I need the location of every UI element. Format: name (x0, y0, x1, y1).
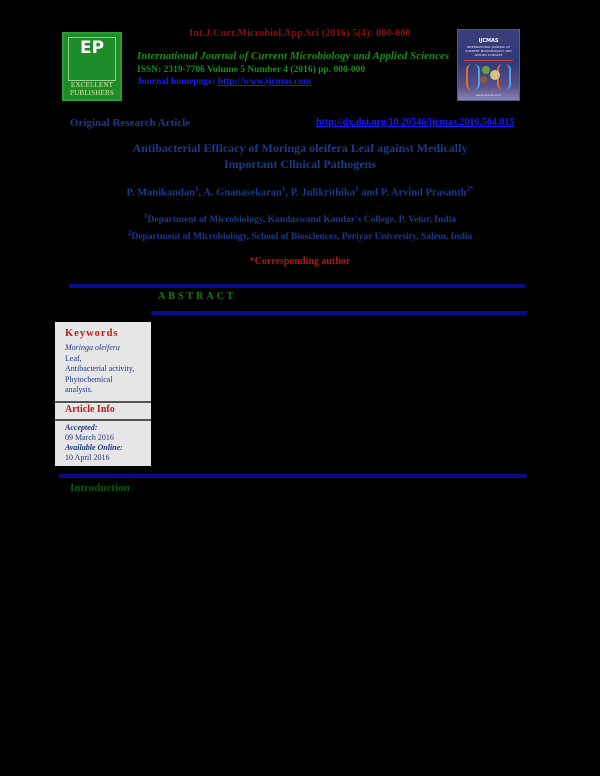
logo-line1: EXCELLENT (70, 81, 114, 89)
affiliation-2 (0, 229, 600, 242)
issn-line: ISSN: 2319-7706 Volume 5 Number 4 (2016) pp. 000-000 (137, 65, 366, 75)
author-and: and (358, 187, 381, 199)
author-separator: , (198, 187, 204, 199)
homepage-label: Journal homepage: (137, 77, 218, 87)
box-divider (55, 401, 151, 403)
article-type: Original Research Article (70, 117, 191, 129)
doi-link[interactable]: http://dx.doi.org/10.20546/ijcmas.2016.504.015 (316, 117, 515, 128)
cover-divider (464, 60, 513, 61)
homepage-link[interactable]: http://www.ijcmas.com (217, 77, 312, 87)
author-affil-mark: 2* (466, 185, 474, 193)
author-name: P. Julikrithika (290, 187, 356, 199)
cell-icon (490, 70, 500, 80)
citation-header: Int.J.Curr.Microbiol.App.Sci (2016) 5(4): 000-000 (189, 28, 411, 39)
keyword-item: Leaf, (65, 353, 82, 363)
keywords-article-info-box (55, 322, 151, 466)
cover-subtitle: INTERNATIONAL JOURNAL OF CURRENT MICROBIOLOGY AND APPLIED SCIENCES (465, 45, 512, 57)
affiliation-mark: 2 (127, 229, 132, 237)
available-online-label: Available Online: (65, 443, 123, 452)
author-affil-mark: 1 (195, 185, 199, 193)
affiliation-mark: 1 (144, 212, 148, 220)
keyword-item: Moringa oleifera (65, 343, 120, 352)
affiliation-text: Department of Microbiology, Kandaswami Kandar's College, P. Velur, India (147, 215, 456, 226)
author-name: P. Arvind Prasanth (380, 187, 467, 199)
abstract-heading: ABSTRACT (158, 291, 237, 302)
keyword-item: analysis. (65, 385, 93, 394)
corresponding-author-note: *Corresponding author (249, 256, 351, 267)
title-line-1: Antibacterial Efficacy of Moringa oleifera Leaf against Medically (132, 141, 468, 155)
keyword-item: Phytochemical (65, 374, 113, 384)
dna-helix-icon (466, 64, 480, 90)
author-affil-mark: 1 (355, 185, 359, 193)
article-info-heading: Article Info (65, 404, 115, 415)
journal-homepage (137, 77, 311, 87)
journal-title: International Journal of Current Microbiology and Applied Sciences (137, 50, 450, 62)
divider-introduction (59, 474, 527, 478)
accepted-label: Accepted: (65, 423, 98, 432)
affiliation-1 (0, 212, 600, 225)
logo-initials: EP (79, 38, 105, 58)
divider-abstract (151, 311, 527, 315)
introduction-heading: Introduction (70, 482, 130, 494)
publisher-logo (62, 32, 122, 101)
article-info-list (65, 423, 123, 463)
logo-text (64, 81, 120, 97)
keywords-list (65, 343, 134, 396)
cell-icon (482, 66, 490, 74)
cover-title: IJCMAS (478, 38, 499, 44)
title-line-2: Important Clinical Pathogens (223, 157, 376, 171)
accepted-date: 09 March 2016 (65, 433, 114, 442)
author-name: A. Gnanasekaran (203, 187, 282, 199)
cover-url: www.ijcmas.com (475, 93, 502, 97)
author-affil-mark: 1 (281, 185, 286, 193)
author-separator: , (285, 187, 291, 199)
author-name: P. Manikandan (126, 187, 196, 199)
paper-title (90, 140, 510, 172)
keywords-heading: Keywords (65, 328, 119, 339)
box-divider (55, 419, 151, 421)
author-list (0, 185, 600, 199)
logo-frame (68, 37, 116, 81)
cell-icon (480, 76, 487, 83)
divider-top (69, 284, 525, 288)
journal-cover-image (457, 29, 520, 101)
keyword-item: Antibacterial activity, (65, 364, 135, 373)
affiliation-text: Department of Microbiology, School of Biosciences, Periyar University, Salem, India (131, 232, 473, 243)
logo-line2: PUBLISHERS (69, 89, 114, 97)
available-online-date: 10 April 2016 (65, 453, 110, 462)
